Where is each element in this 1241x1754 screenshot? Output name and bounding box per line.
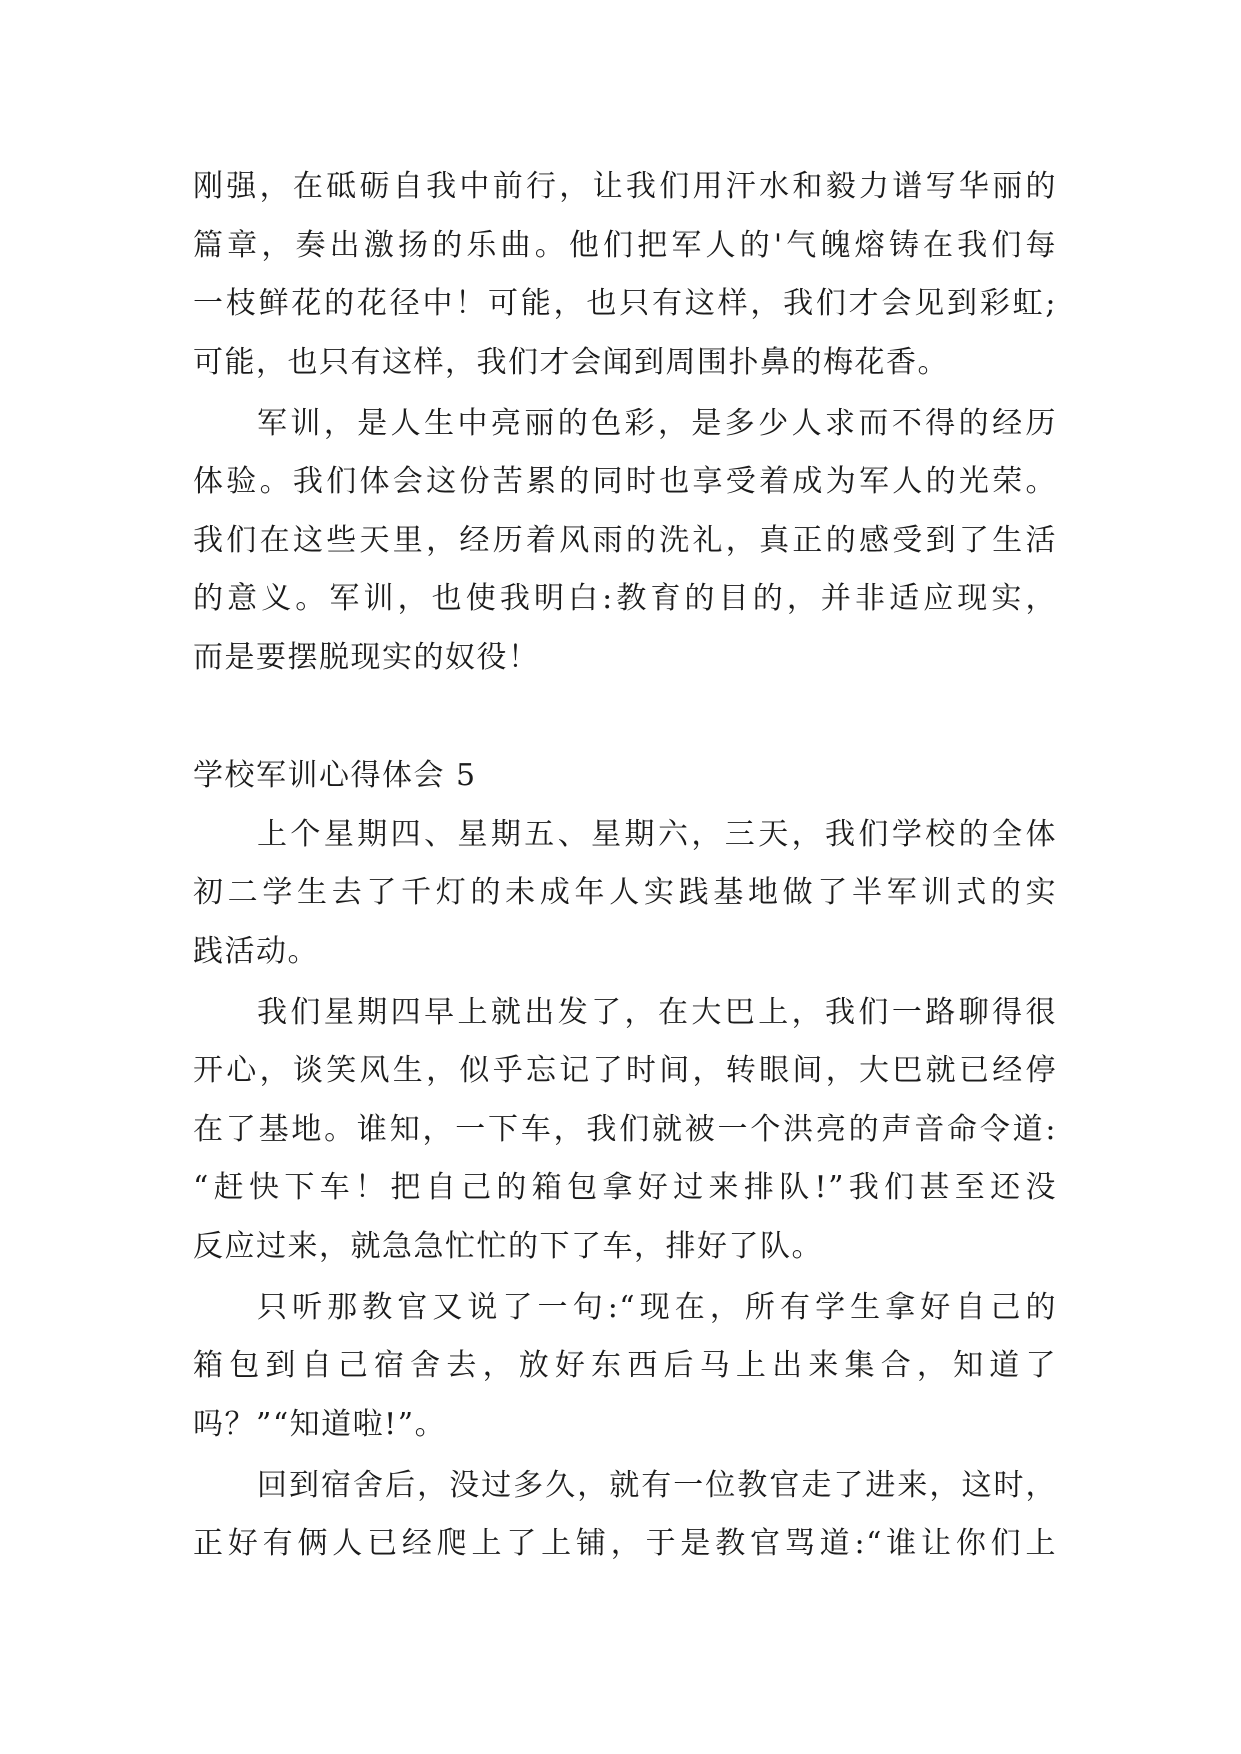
text-line: 而是要摆脱现实的奴役！ — [193, 639, 540, 675]
text-line: 初二学生去了千灯的未成年人实践基地做了半军训式的实 — [193, 875, 1057, 910]
text-line: 吗？”“知道啦!”。 — [193, 1406, 447, 1442]
text-line: 的意义。军训，也使我明白:教育的目的，并非适应现实， — [193, 581, 1057, 616]
paragraph — [193, 1457, 1057, 1574]
text-line: 正好有俩人已经爬上了上铺，于是教官骂道:“谁让你们上 — [193, 1526, 1057, 1561]
text-line: 反应过来，就急急忙忙的下了车，排好了队。 — [193, 1228, 823, 1264]
text-line: “赶快下车！把自己的箱包拿好过来排队!”我们甚至还没 — [193, 1170, 1057, 1205]
text-line: 践活动。 — [193, 933, 319, 969]
paragraph — [193, 984, 1057, 1277]
text-line: 只听那教官又说了一句:“现在，所有学生拿好自己的 — [257, 1289, 1057, 1325]
text-line: 篇章，奏出激扬的乐曲。他们把军人的'气魄熔铸在我们每 — [193, 227, 1057, 263]
text-line: 箱包到自己宿舍去，放好东西后马上出来集合，知道了 — [193, 1348, 1057, 1383]
text-line: 可能，也只有这样，我们才会闻到周围扑鼻的梅花香。 — [193, 344, 949, 380]
document-body — [193, 158, 1057, 1574]
section-title: 学校军训心得体会 5 — [193, 758, 477, 793]
paragraph — [193, 806, 1057, 982]
paragraph — [193, 395, 1057, 688]
paragraph — [193, 158, 1057, 392]
text-line: 刚强，在砥砺自我中前行，让我们用汗水和毅力谱写华丽的 — [193, 169, 1057, 204]
text-line: 上个星期四、星期五、星期六，三天，我们学校的全体 — [257, 816, 1057, 852]
text-line: 回到宿舍后，没过多久，就有一位教官走了进来，这时， — [257, 1467, 1057, 1503]
text-line: 我们星期四早上就出发了，在大巴上，我们一路聊得很 — [257, 994, 1057, 1030]
paragraph — [193, 1279, 1057, 1455]
text-line: 开心，谈笑风生，似乎忘记了时间，转眼间，大巴就已经停 — [193, 1053, 1057, 1088]
text-line: 一枝鲜花的花径中！可能，也只有这样，我们才会见到彩虹; — [193, 286, 1057, 321]
text-line: 在了基地。谁知，一下车，我们就被一个洪亮的声音命令道: — [193, 1111, 1057, 1147]
text-line: 我们在这些天里，经历着风雨的洗礼，真正的感受到了生活 — [193, 522, 1057, 558]
text-line: 体验。我们体会这份苦累的同时也享受着成为军人的光荣。 — [193, 464, 1057, 499]
text-line: 军训，是人生中亮丽的色彩，是多少人求而不得的经历 — [257, 405, 1057, 441]
